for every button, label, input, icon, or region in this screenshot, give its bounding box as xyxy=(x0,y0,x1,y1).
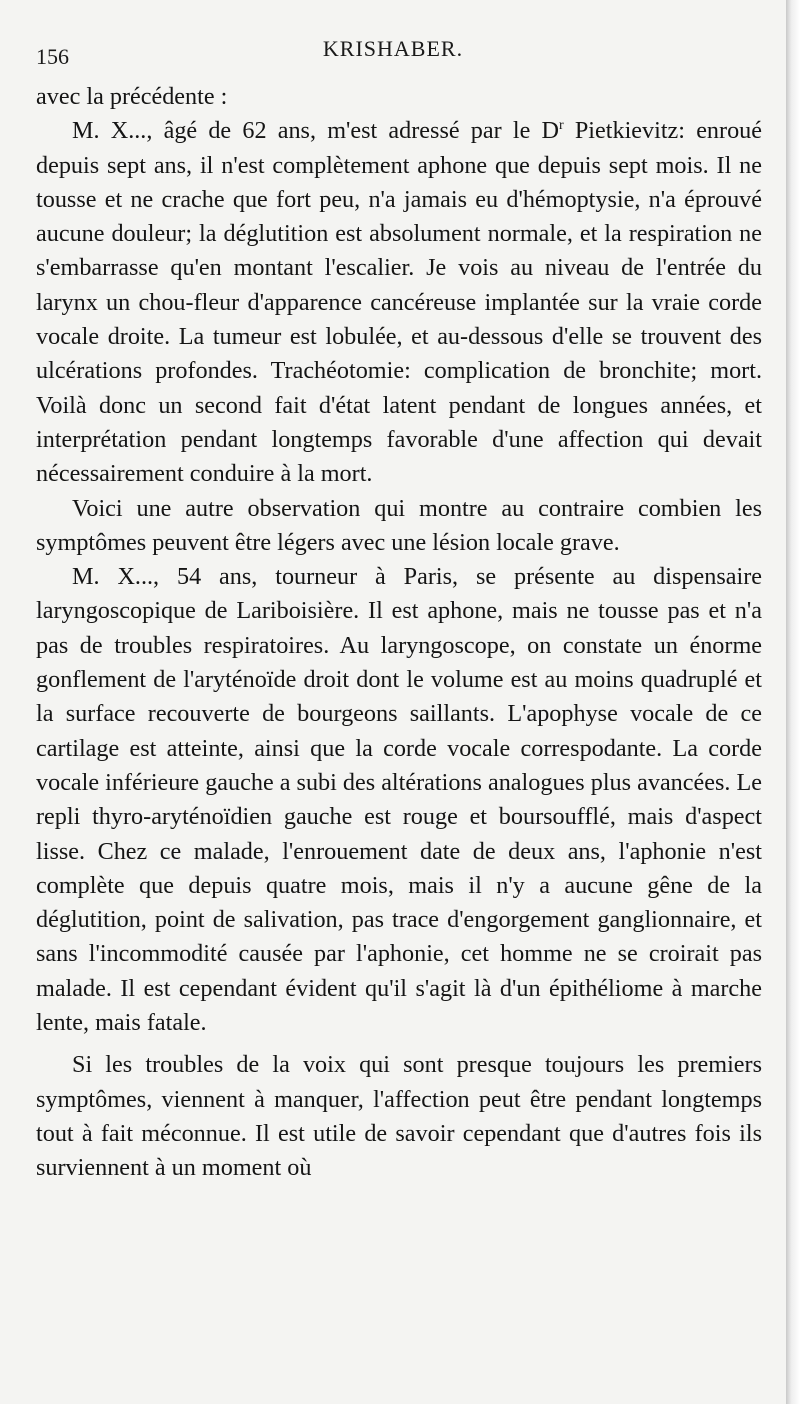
paragraph-case-one xyxy=(36,114,762,491)
paragraph-continuation: avec la précédente : xyxy=(36,83,228,110)
body-text xyxy=(36,80,762,1186)
paragraph-transition: Voici une autre observation qui montre au contraire combien les symptômes peuvent être légers avec une lésion locale grave. xyxy=(36,494,762,556)
running-title: KRISHABER. xyxy=(322,36,464,61)
page-edge-shadow xyxy=(786,0,800,1404)
case-one-text-start: M. X..., âgé de 62 ans, m'est adressé par le D xyxy=(72,117,559,145)
paragraph-case-two: M. X..., 54 ans, tourneur à Paris, se présente au dispensaire laryngoscopique de Lariboisière. Il est aphone, mais ne tousse pas et n'a pas de troubles respiratoires. Au laryngoscope, on constate un énorme gonflement de l'aryténoïde droit dont le volume est au moins quadruplé et la surface recouverte de bourgeons saillants. L'apophyse vocale de ce cartilage est atteinte, ainsi que la corde vocale correspodante. La corde vocale inférieure gauche a subi des altérations analogues plus avancées. Le repli thyro-aryténoïdien gauche est rouge et boursoufflé, mais d'aspect lisse. Chez ce malade, l'enrouement date de deux ans, l'aphonie n'est complète que depuis quatre mois, mais il n'y a aucune gêne de la déglutition, point de salivation, pas trace d'engorgement ganglionnaire, et sans l'incommodité causée par l'aphonie, cet homme ne se croirait pas malade. Il est cependant évident qu'il s'agit là d'un épithéliome à marche lente, mais fatale. xyxy=(36,563,762,1037)
page-number: 156 xyxy=(36,44,69,69)
case-one-text-rest: Pietkievitz: enroué depuis sept ans, il n'est complètement aphone que depuis sept mois. Il ne tousse et ne crache que fort peu, n'a jamais eu d'hémoptysie, n'a éprouvé aucune douleur; la déglutition est absolument normale, et la respiration ne s'embarrasse qu'en montant l'escalier. Je vois au niveau de l'entrée du larynx un chou-fleur d'apparence cancéreuse implantée sur la vraie corde vocale droite. La tumeur est lobulée, et au-dessous d'elle se trouvent des ulcérations profondes. Trachéotomie: complication de bronchite; mort. Voilà donc un second fait d'état latent pendant de longues années, et interprétation pendant longtemps favorable d'une affection qui devait nécessairement conduire à la mort. xyxy=(36,117,763,488)
paragraph-voice-troubles: Si les troubles de la voix qui sont presque toujours les premiers symptômes, viennent à manquer, l'affection peut être pendant longtemps tout à fait méconnue. Il est utile de savoir cependant que d'autres fois ils surviennent à un moment où xyxy=(36,1051,762,1182)
doctor-abbreviation-superscript: r xyxy=(558,118,564,134)
